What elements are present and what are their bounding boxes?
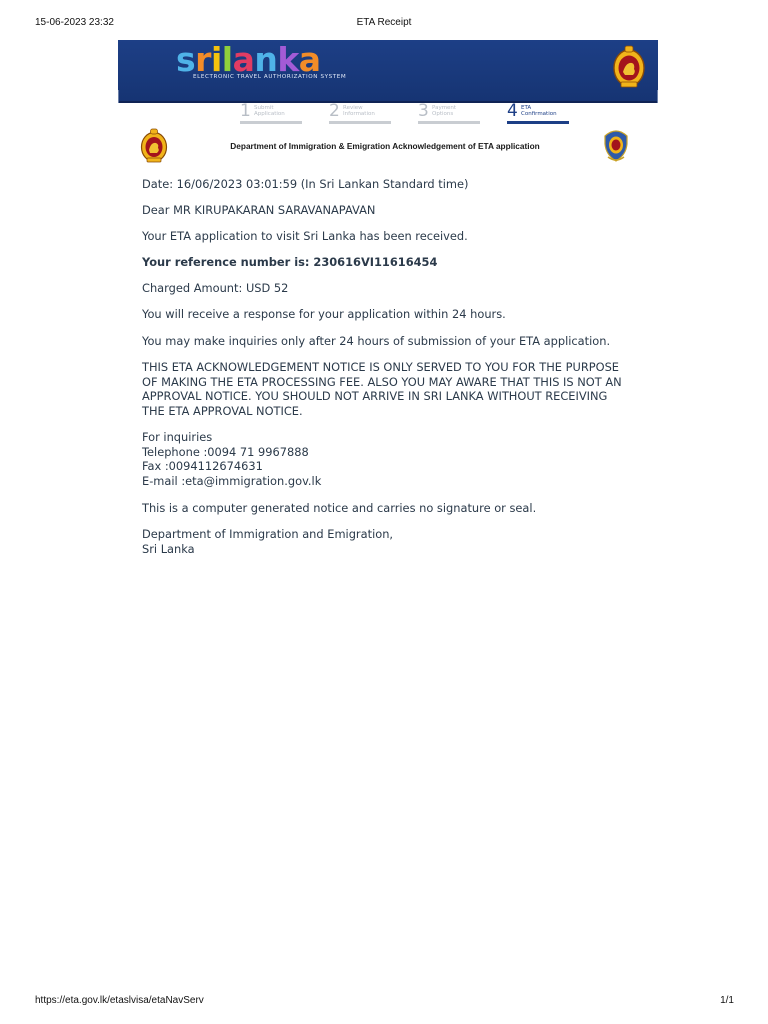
contact-telephone: Telephone :0094 71 9967888 bbox=[142, 444, 309, 459]
charged-amount: Charged Amount: USD 52 bbox=[142, 281, 289, 295]
contact-block bbox=[142, 430, 642, 488]
step-number: 4 bbox=[507, 101, 518, 121]
signoff: Department of Immigration and Emigration, Sri Lanka bbox=[142, 527, 394, 556]
print-footer bbox=[0, 995, 768, 1009]
progress-steps bbox=[240, 102, 572, 124]
step-label: Review Information bbox=[343, 105, 375, 117]
step-payment-options bbox=[418, 102, 480, 124]
step-eta-confirmation bbox=[507, 102, 569, 124]
logo-tagline: ELECTRONIC TRAVEL AUTHORIZATION SYSTEM bbox=[193, 74, 347, 80]
department-heading bbox=[140, 128, 630, 166]
step-bar bbox=[418, 121, 480, 124]
print-url: https://eta.gov.lk/etaslvisa/etaNavServ bbox=[35, 995, 204, 1006]
reference-number: Your reference number is: 230616VI11616454 bbox=[142, 255, 438, 269]
receipt-greeting: Dear MR KIRUPAKARAN SARAVANAPAVAN bbox=[142, 203, 376, 217]
srilanka-logo: srilanka bbox=[176, 40, 321, 79]
computer-generated-note: This is a computer generated notice and carries no signature or seal. bbox=[142, 501, 537, 515]
step-bar bbox=[240, 121, 302, 124]
step-bar bbox=[507, 121, 569, 124]
department-title: Department of Immigration & Emigration Acknowledgement of ETA application bbox=[230, 141, 540, 151]
step-label: Payment Options bbox=[432, 105, 457, 117]
print-header bbox=[0, 17, 768, 31]
sri-lanka-emblem-icon bbox=[612, 44, 646, 90]
inquiries-note: You may make inquiries only after 24 hours of submission of your ETA application. bbox=[142, 334, 611, 348]
step-review-information bbox=[329, 102, 391, 124]
step-number: 1 bbox=[240, 101, 251, 121]
page-number: 1/1 bbox=[720, 995, 734, 1006]
eta-banner bbox=[118, 40, 658, 103]
receipt-date: Date: 16/06/2023 03:01:59 (In Sri Lankan Standard time) bbox=[142, 177, 469, 191]
print-datetime: 15-06-2023 23:32 bbox=[35, 17, 114, 28]
step-label: Submit Application bbox=[254, 105, 285, 117]
immigration-crest-icon bbox=[602, 128, 630, 164]
response-time: You will receive a response for your application within 24 hours. bbox=[142, 307, 506, 321]
banner-edge bbox=[118, 90, 119, 103]
step-number: 3 bbox=[418, 101, 429, 121]
contact-heading: For inquiries bbox=[142, 430, 213, 444]
step-bar bbox=[329, 121, 391, 124]
receipt-received: Your ETA application to visit Sri Lanka has been received. bbox=[142, 229, 468, 243]
step-label: ETA Confirmation bbox=[521, 105, 557, 117]
banner-edge bbox=[657, 90, 658, 103]
acknowledgement-notice: THIS ETA ACKNOWLEDGEMENT NOTICE IS ONLY SERVED TO YOU FOR THE PURPOSE OF MAKING THE ETA PROCESSING FEE. ALSO YOU MAY AWARE THAT THIS IS NOT AN APPROVAL NOTICE. YOU SHOULD NOT ARRIVE IN SRI LANKA WITHOUT RECEIVING THE ETA APPROVAL NOTICE. bbox=[142, 360, 622, 418]
step-submit-application bbox=[240, 102, 302, 124]
step-number: 2 bbox=[329, 101, 340, 121]
print-title: ETA Receipt bbox=[356, 17, 412, 28]
contact-fax: Fax :0094112674631 bbox=[142, 459, 263, 473]
contact-email: E-mail :eta@immigration.gov.lk bbox=[142, 473, 322, 488]
